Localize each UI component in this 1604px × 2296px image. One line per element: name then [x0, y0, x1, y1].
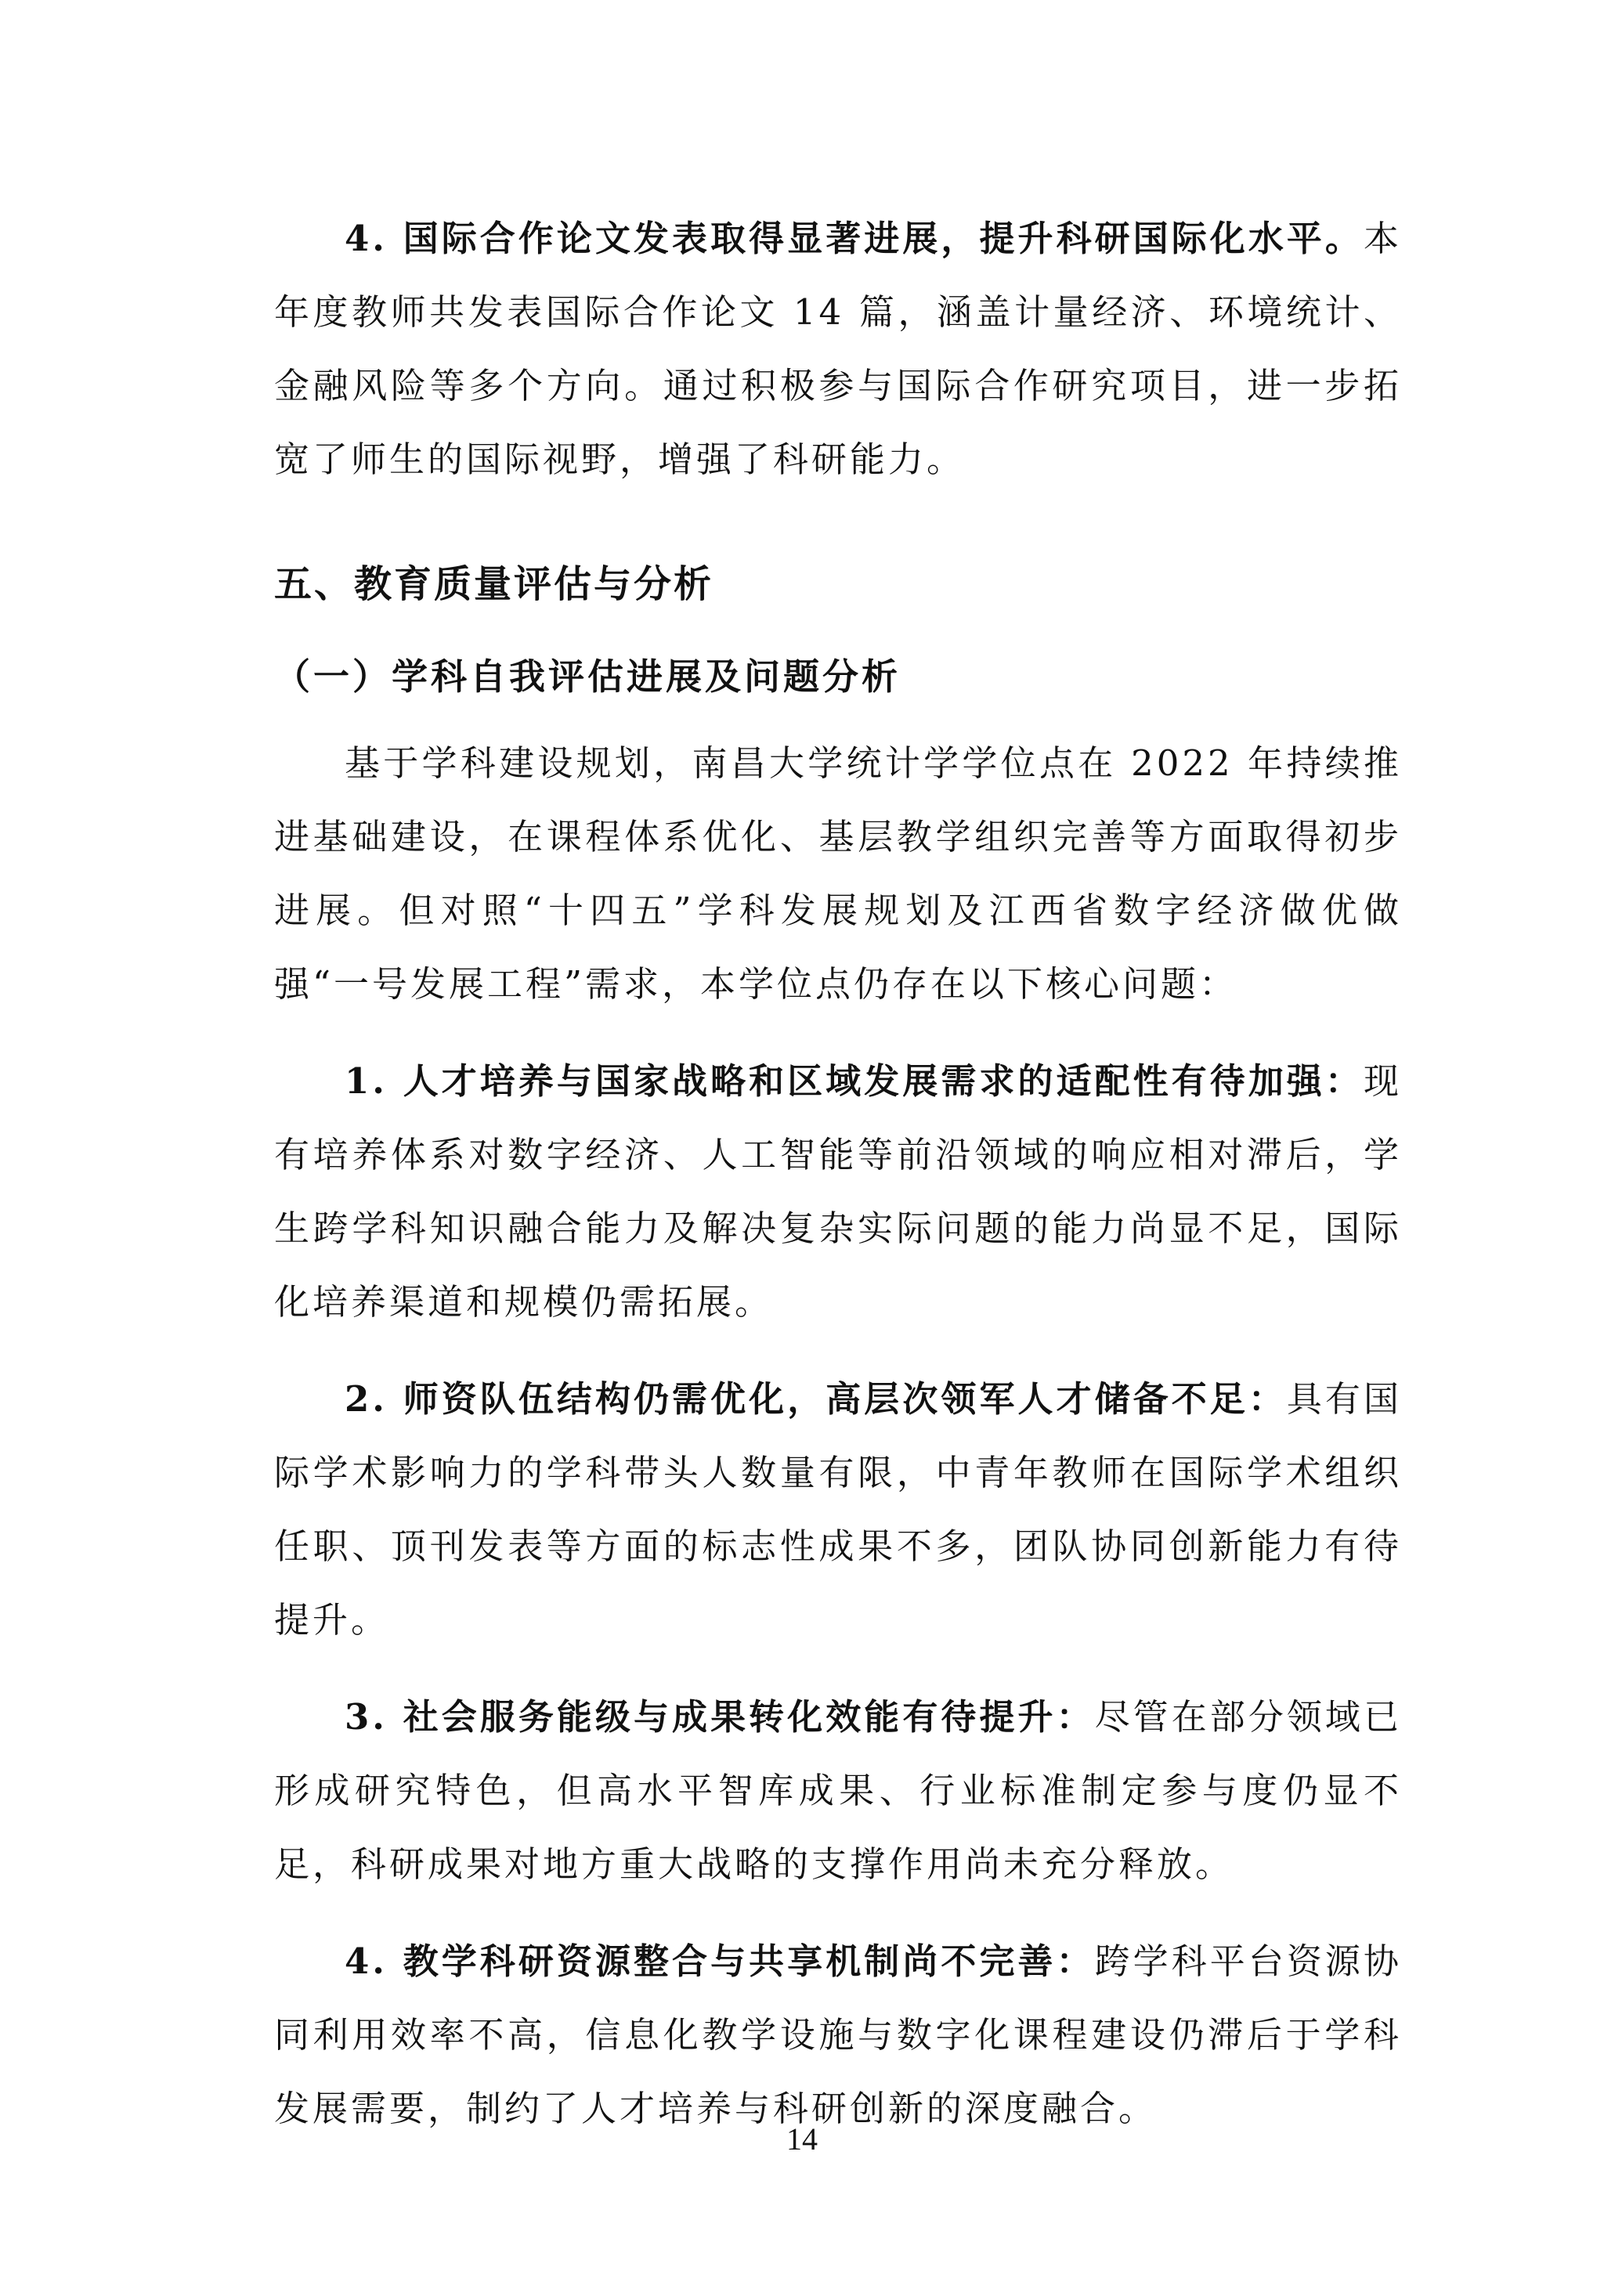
paragraph-body: 跨学科平台资源协同利用效率不高，信息化教学设施与数字化课程建设仍滞后于学科发展需要，制约了人才培养与科研创新的深度融合。: [274, 1940, 1402, 2129]
paragraph-intro: 基于学科建设规划，南昌大学统计学学位点在 2022 年持续推进基础建设，在课程体系优化、基层教学组织完善等方面取得初步进展。但对照“十四五”学科发展规划及江西省数字经济做优做强“一号发展工程”需求，本学位点仍存在以下核心问题：: [274, 742, 1402, 1005]
paragraph-issue-1: [274, 1045, 1402, 1339]
page-number: 14: [786, 2121, 818, 2157]
paragraph-body: 具有国际学术影响力的学科带头人数量有限，中青年教师在国际学术组织任职、顶刊发表等方面的标志性成果不多，团队协同创新能力有待提升。: [274, 1378, 1402, 1641]
paragraph-body: 尽管在部分领域已形成研究特色，但高水平智库成果、行业标准制定参与度仍显不足，科研成果对地方重大战略的支撑作用尚未充分释放。: [274, 1696, 1402, 1885]
paragraph-lead: 4. 国际合作论文发表取得显著进展，提升科研国际化水平。: [345, 218, 1364, 259]
paragraph-body: 本年度教师共发表国际合作论文 14 篇，涵盖计量经济、环境统计、金融风险等多个方向。通过积极参与国际合作研究项目，进一步拓宽了师生的国际视野，增强了科研能力。: [274, 218, 1402, 480]
subsection-title: （一）学科自我评估进展及问题分析: [274, 655, 901, 698]
paragraph-issue-4: [274, 1925, 1402, 2146]
paragraph-lead: 2. 师资队伍结构仍需优化，高层次领军人才储备不足：: [345, 1378, 1287, 1420]
paragraph-issue-2: [274, 1363, 1402, 1657]
paragraph-lead: 4. 教学科研资源整合与共享机制尚不完善：: [345, 1940, 1095, 1982]
paragraph-lead: 3. 社会服务能级与成果转化效能有待提升：: [345, 1696, 1095, 1738]
page-content: [274, 202, 1402, 2169]
section-title: 五、教育质量评估与分析: [274, 562, 714, 606]
paragraph-body: 现有培养体系对数字经济、人工智能等前沿领域的响应相对滞后，学生跨学科知识融合能力及解决复杂实际问题的能力尚显不足，国际化培养渠道和规模仍需拓展。: [274, 1060, 1402, 1323]
paragraph-international-cooperation: [274, 202, 1402, 496]
paragraph-issue-3: [274, 1680, 1402, 1901]
paragraph-lead: 1. 人才培养与国家战略和区域发展需求的适配性有待加强：: [345, 1060, 1364, 1102]
